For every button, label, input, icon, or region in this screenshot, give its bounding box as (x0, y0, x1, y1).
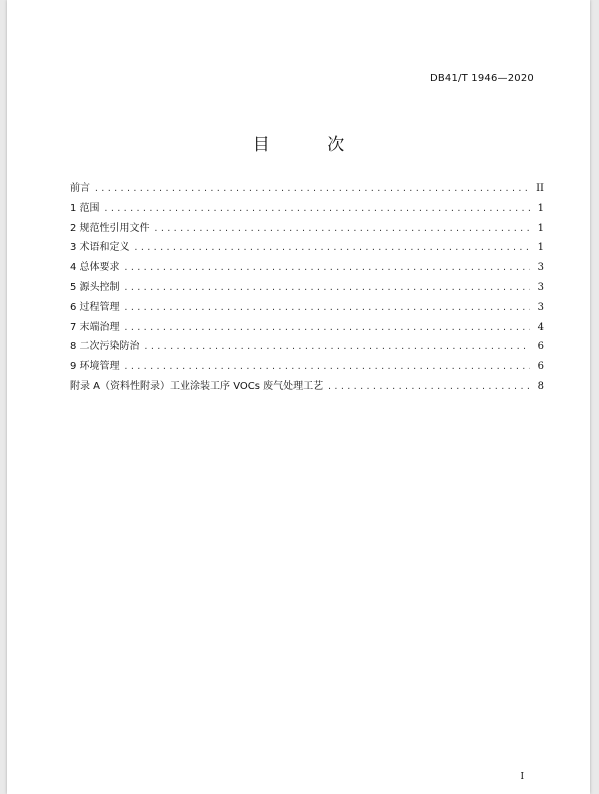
toc-entry-label: 前言 (70, 183, 90, 194)
toc-leader-dots (104, 199, 530, 219)
page-number: I (520, 772, 524, 782)
toc-entry-label: 5 源头控制 (70, 281, 120, 293)
toc-entry-terms-definitions[interactable] (70, 238, 544, 258)
toc-entry-label: 3 术语和定义 (70, 242, 130, 254)
toc-entry-label: 4 总体要求 (70, 262, 120, 274)
toc-entry-scope[interactable] (70, 199, 544, 219)
toc-entry-page: 3 (537, 301, 544, 313)
toc-entry-label: 2 规范性引用文件 (70, 222, 150, 234)
toc-entry-label: 7 末端治理 (70, 321, 120, 333)
toc-entry-page: II (536, 183, 544, 194)
toc-entry-page: 1 (537, 222, 544, 234)
toc-leader-dots (134, 238, 530, 258)
toc-entry-label: 附录 A（资料性附录）工业涂装工序 VOCs 废气处理工艺 (70, 380, 324, 392)
toc-entry-normative-references[interactable] (70, 219, 544, 239)
toc-entry-label: 9 环境管理 (70, 361, 120, 373)
toc-leader-dots (327, 377, 530, 397)
toc-entry-label: 8 二次污染防治 (70, 341, 140, 353)
toc-leader-dots (124, 258, 530, 278)
toc-entry-page: 4 (537, 321, 544, 333)
toc-entry-page: 6 (537, 341, 544, 353)
toc-entry-appendix-a[interactable] (70, 377, 544, 397)
toc-entry-secondary-pollution[interactable] (70, 337, 544, 357)
standard-code: DB41/T 1946—2020 (429, 73, 534, 84)
toc-entry-end-treatment[interactable] (70, 318, 544, 338)
toc-entry-general-requirements[interactable] (70, 258, 544, 278)
toc-entry-page: 3 (537, 281, 544, 293)
toc-entry-label: 1 范围 (70, 202, 100, 214)
toc-leader-dots (154, 219, 530, 239)
toc-entry-process-management[interactable] (70, 298, 544, 318)
toc-leader-dots (124, 357, 530, 377)
toc-entry-source-control[interactable] (70, 278, 544, 298)
document-page (7, 0, 590, 794)
toc-leader-dots (144, 337, 530, 357)
toc-entry-page: 8 (537, 380, 544, 392)
toc-entry-page: 1 (537, 242, 544, 254)
toc-leader-dots (124, 318, 530, 338)
toc-entry-page: 6 (537, 361, 544, 373)
toc-leader-dots (124, 278, 530, 298)
toc-entry-environmental-management[interactable] (70, 357, 544, 377)
table-of-contents (70, 179, 544, 397)
page-title: 目 次 (252, 135, 371, 155)
toc-leader-dots (124, 298, 530, 318)
toc-entry-foreword[interactable] (70, 179, 544, 199)
toc-leader-dots (94, 179, 530, 199)
toc-entry-label: 6 过程管理 (70, 301, 120, 313)
toc-entry-page: 1 (537, 202, 544, 214)
toc-entry-page: 3 (537, 262, 544, 274)
